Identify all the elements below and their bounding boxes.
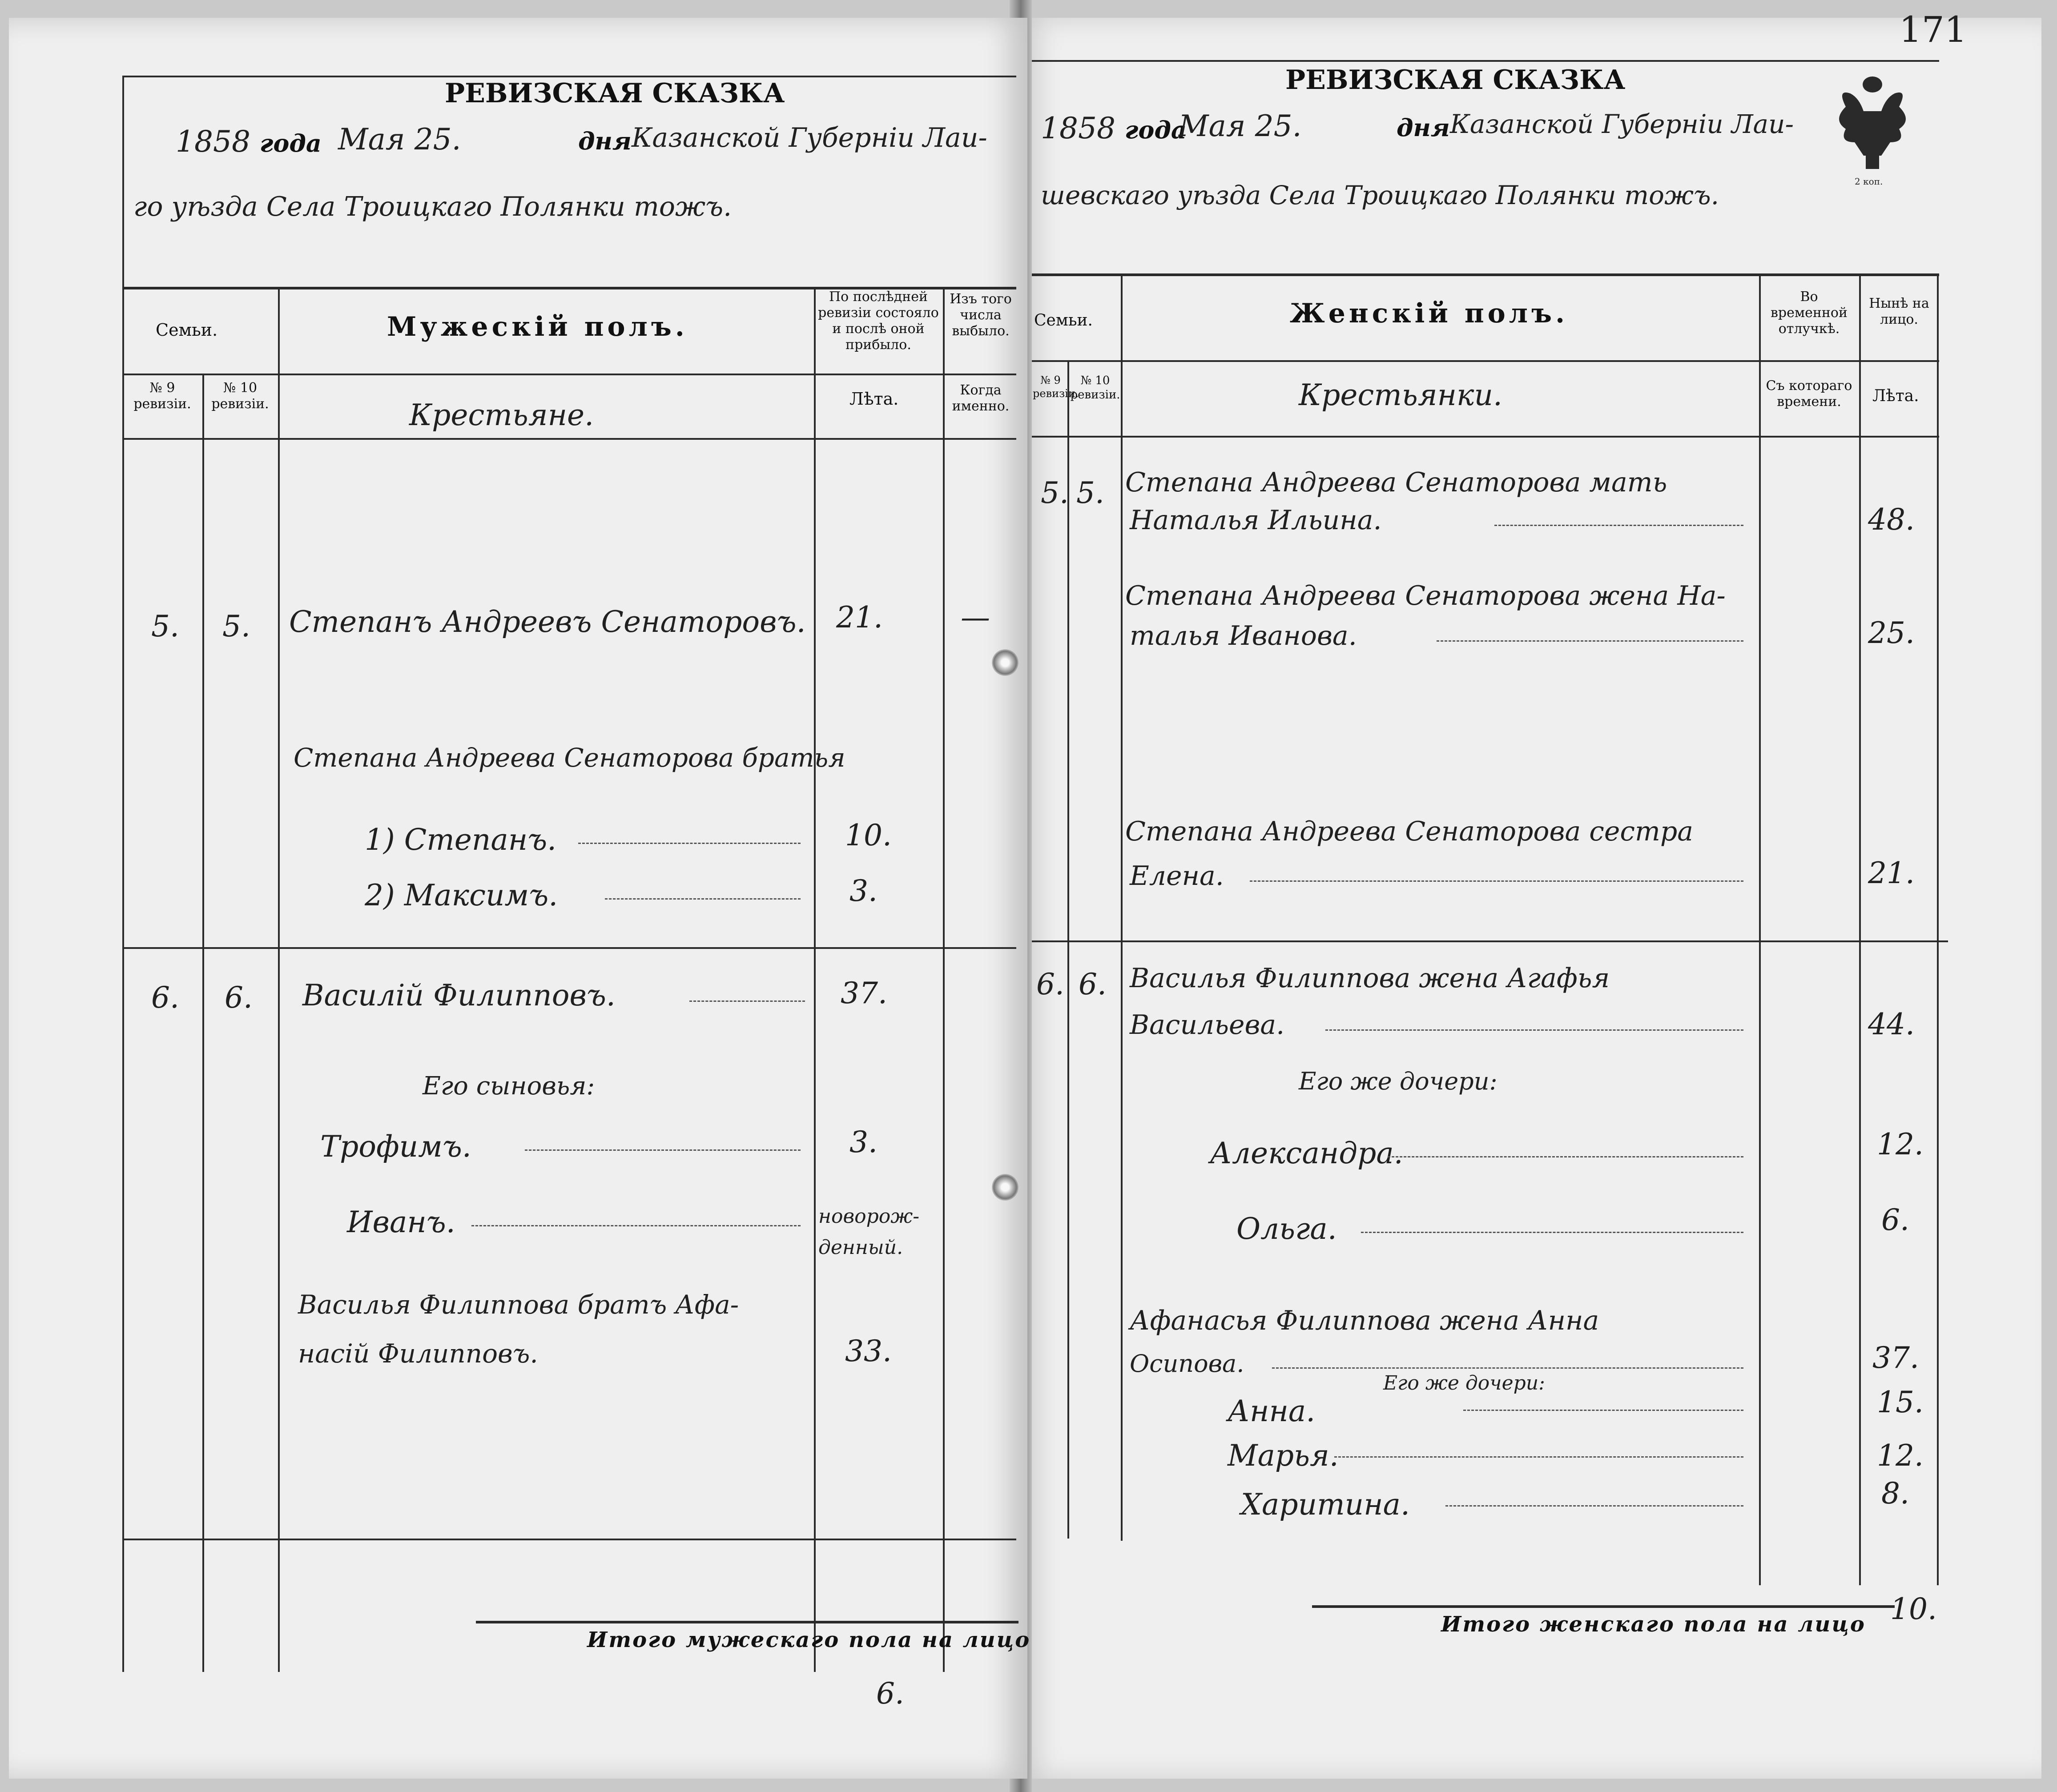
right-r2-age: 25. — [1868, 616, 1915, 650]
right-col-temp-absent: Во временной отлучкѣ. — [1771, 289, 1848, 337]
left-entry3-name: 2) Максимъ. — [365, 878, 558, 912]
right-page — [1018, 18, 2041, 1779]
right-r4-line2: Васильева. — [1130, 1009, 1285, 1041]
right-r5-age: 12. — [1877, 1127, 1924, 1161]
left-col-rev10-label: № 10 ревизіи. — [211, 380, 269, 412]
right-col-rev10 — [1121, 273, 1123, 1541]
right-year — [1041, 111, 1187, 145]
left-col-families: Семьи. — [156, 320, 218, 340]
right-col-families: Семьи. — [1034, 311, 1093, 329]
left-day-word: дня — [578, 127, 632, 155]
left-col-rev9 — [202, 374, 204, 1672]
right-col-since-label: Съ котораго времени. — [1766, 378, 1852, 410]
right-daughters2-header: Его же дочери: — [1383, 1372, 1545, 1394]
right-r5-name: Александра. — [1210, 1136, 1403, 1170]
left-entry7-name-l2: насій Филипповъ. — [298, 1338, 538, 1369]
right-total-label: Итого женскаго пола на лицо — [1441, 1612, 1866, 1637]
year-right: 1858 — [1041, 111, 1115, 145]
right-f5-rev10: 5. — [1076, 476, 1104, 510]
left-frame-left — [122, 76, 124, 1672]
right-r2-line1: Степана Андреева Сенаторова жена На- — [1125, 580, 1726, 611]
right-r10-dash — [1445, 1505, 1743, 1507]
right-col-rev10-label: № 10 ревизіи. — [1070, 374, 1120, 402]
left-title: РЕВИЗСКАЯ СКАЗКА — [445, 78, 785, 109]
left-entry1-name: Степанъ Андреевъ Сенаторовъ. — [289, 605, 806, 639]
right-f5-rev9: 5. — [1041, 476, 1069, 510]
right-r8-dash — [1463, 1410, 1743, 1411]
right-r7-line1: Афанасья Филиппова жена Анна — [1130, 1305, 1599, 1336]
left-col-age — [943, 287, 945, 1672]
right-place-line2: шевскаго уѣзда Села Троицкаго Полянки тожъ. — [1041, 180, 1719, 210]
right-r4-dash — [1325, 1029, 1743, 1031]
right-r1-dash — [1494, 525, 1743, 526]
right-col-name — [1759, 273, 1761, 1585]
right-r5-dash — [1388, 1156, 1743, 1157]
left-entry7-age: 33. — [845, 1334, 892, 1368]
right-place-line1: Казанской Губерніи Лаи- — [1450, 109, 1794, 139]
right-f6-rev9: 6. — [1036, 967, 1064, 1001]
right-r1-age: 48. — [1868, 502, 1915, 537]
left-col-of-them: Изъ того числа выбыло. — [950, 291, 1012, 339]
left-section-peasants: Крестьяне. — [409, 398, 594, 432]
left-col-rev10 — [278, 287, 280, 1672]
left-entry5-age: 3. — [849, 1125, 878, 1159]
left-col-rev9-label: № 9 ревизіи. — [133, 380, 191, 412]
right-r3-age: 21. — [1868, 856, 1915, 890]
right-r3-line1: Степана Андреева Сенаторова сестра — [1125, 816, 1694, 847]
left-sons-header: Его сыновья: — [423, 1072, 595, 1101]
right-col-female: Женскій полъ. — [1290, 298, 1569, 329]
right-col-rev9 — [1067, 360, 1069, 1539]
left-entry4-name: Василій Филипповъ. — [302, 978, 616, 1013]
left-family-divider — [122, 947, 1016, 949]
left-frame-top — [122, 76, 1016, 77]
left-entry5-name: Трофимъ. — [320, 1129, 471, 1164]
left-entry6-dash — [471, 1225, 801, 1226]
right-r6-age: 6. — [1881, 1203, 1909, 1237]
right-r3-dash — [1250, 880, 1743, 882]
right-colhead-rule — [1032, 436, 1939, 438]
right-r9-dash — [1334, 1456, 1743, 1458]
binding-hole — [992, 649, 1018, 676]
left-col-when: Когда именно. — [952, 382, 1010, 414]
right-r2-line2: талья Иванова. — [1130, 620, 1357, 651]
right-frame-top — [1032, 60, 1939, 62]
right-r10-age: 8. — [1881, 1476, 1909, 1511]
right-total-rule — [1312, 1605, 1895, 1608]
right-r10-name: Харитина. — [1241, 1487, 1410, 1522]
right-r3-line2: Елена. — [1130, 860, 1224, 892]
binding-hole — [992, 1174, 1018, 1201]
right-r7-line2: Осипова. — [1130, 1350, 1244, 1378]
right-r7-dash — [1272, 1367, 1743, 1369]
right-r4-age: 44. — [1868, 1007, 1915, 1041]
left-f5-rev10: 5. — [222, 609, 250, 643]
right-r1-line1: Степана Андреева Сенаторова мать — [1125, 467, 1667, 498]
left-colhead-rule — [122, 438, 1016, 440]
right-r9-name: Марья. — [1228, 1438, 1339, 1473]
left-entry4-dash — [689, 1000, 805, 1002]
right-r1-line2: Наталья Ильина. — [1130, 505, 1382, 536]
left-bottom-rule — [122, 1539, 1016, 1540]
left-entry3-age: 3. — [849, 874, 878, 908]
right-daughters-header: Его же дочери: — [1299, 1067, 1497, 1095]
left-entry6-age-l1: новорож- — [818, 1205, 920, 1228]
right-r7-age: 37. — [1872, 1341, 1919, 1375]
right-col-years: Лѣта. — [1872, 387, 1919, 405]
year-word-right: года — [1124, 116, 1187, 144]
right-header-rule — [1032, 273, 1939, 276]
left-f6-rev10: 6. — [225, 980, 253, 1015]
left-col-name — [814, 287, 816, 1672]
right-col-present: Нынѣ на лицо. — [1869, 296, 1929, 327]
left-entry2-name: 1) Степанъ. — [365, 823, 557, 857]
double-headed-eagle-seal — [1828, 71, 1917, 187]
left-f6-rev9: 6. — [151, 980, 179, 1015]
left-f5-rev9: 5. — [151, 609, 179, 643]
folio-number: 171 — [1899, 9, 1967, 50]
right-f6-rev10: 6. — [1079, 967, 1107, 1001]
right-r2-dash — [1437, 640, 1743, 642]
left-col-male: Мужескій полъ. — [387, 311, 688, 342]
right-col-rev9-label: № 9 ревизіи. — [1033, 374, 1079, 400]
left-entry3-dash — [605, 898, 801, 900]
left-year — [176, 125, 322, 159]
year-word-left: года — [259, 129, 322, 157]
left-col-years: Лѣта. — [849, 389, 899, 409]
left-total-rule — [476, 1621, 1018, 1623]
right-r8-age: 15. — [1877, 1385, 1924, 1419]
left-place-line2: го уѣзда Села Троицкаго Полянки тожъ. — [133, 191, 732, 222]
right-r6-dash — [1361, 1232, 1743, 1233]
left-date: Мая 25. — [338, 122, 461, 157]
right-total-value: 10. — [1890, 1592, 1937, 1626]
right-col-age — [1937, 273, 1939, 1585]
left-entry2-dash — [578, 843, 801, 844]
left-brothers-header: Степана Андреева Сенаторова братья — [294, 743, 845, 773]
right-subheader-rule — [1032, 360, 1939, 362]
right-r8-name: Анна. — [1228, 1394, 1316, 1428]
left-place-line1: Казанской Губерніи Лаи- — [632, 122, 987, 153]
right-col-since — [1859, 273, 1861, 1585]
right-r4-line1: Василья Филиппова жена Агафья — [1130, 963, 1610, 994]
right-day-word: дня — [1397, 113, 1450, 142]
right-family-divider — [1032, 940, 1948, 942]
right-r6-name: Ольга. — [1236, 1212, 1337, 1246]
left-subheader-rule — [122, 374, 1016, 375]
left-entry1-age: 21. — [836, 600, 883, 635]
left-entry4-age: 37. — [841, 976, 887, 1010]
right-date: Мая 25. — [1179, 109, 1302, 143]
left-total-label: Итого мужескаго пола на лицо — [587, 1627, 1031, 1652]
left-entry1-dash: — — [961, 600, 990, 635]
left-entry5-dash — [525, 1149, 801, 1151]
left-entry2-age: 10. — [845, 818, 892, 852]
left-total-value: 6. — [876, 1676, 904, 1711]
right-r9-age: 12. — [1877, 1438, 1924, 1473]
right-title: РЕВИЗСКАЯ СКАЗКА — [1285, 64, 1626, 96]
year-left: 1858 — [176, 125, 250, 159]
left-col-last-rev: По послѣдней ревизіи состояло и послѣ оной прибыло. — [818, 289, 939, 353]
left-entry6-age-l2: денный. — [818, 1236, 903, 1259]
left-entry7-name-l1: Василья Филиппова братъ Афа- — [298, 1290, 739, 1320]
left-entry6-name: Иванъ. — [347, 1205, 455, 1239]
right-section-peasant-women: Крестьянки. — [1299, 378, 1502, 412]
stamp-price: 2 коп. — [1855, 176, 1883, 187]
